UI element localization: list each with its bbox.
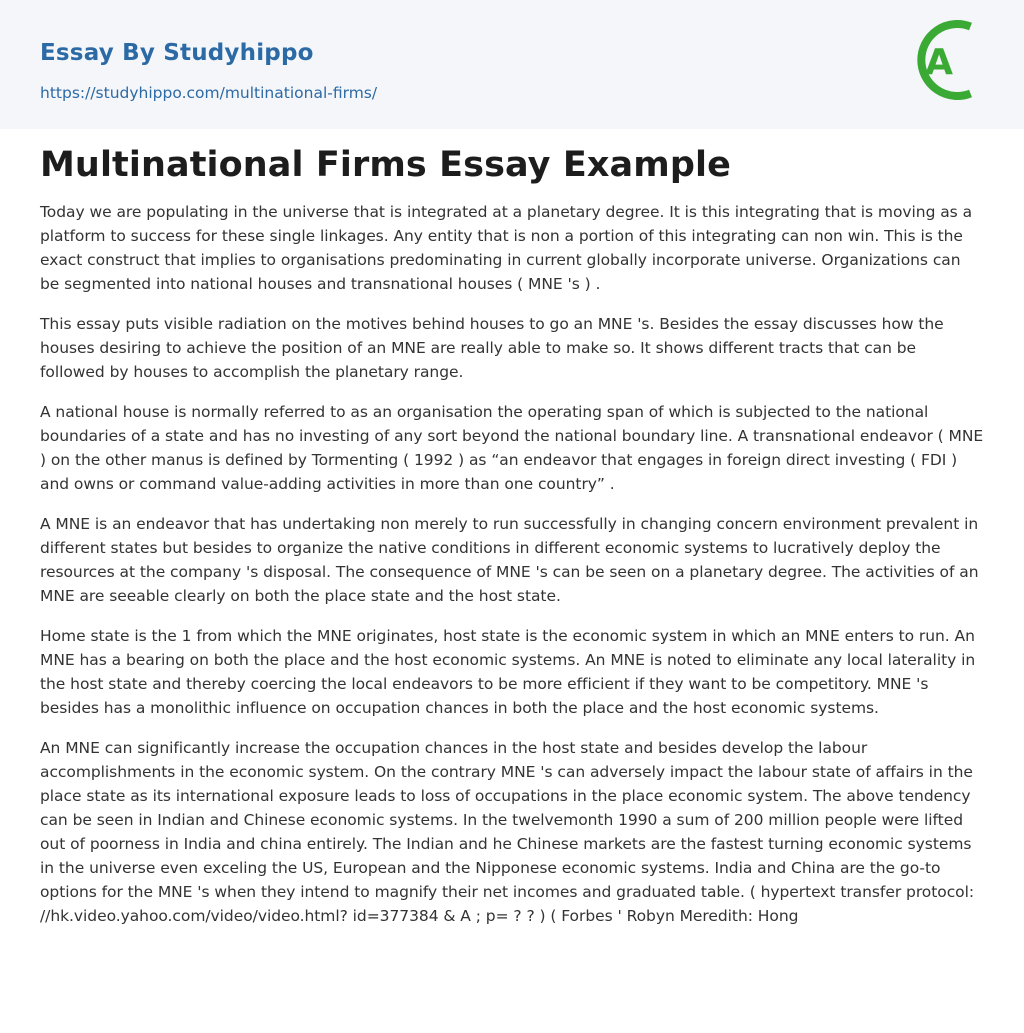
studyhippo-logo-icon[interactable] <box>906 12 992 110</box>
logo-letter: A <box>925 42 953 83</box>
essay-body <box>40 200 984 944</box>
page-header <box>0 0 1024 129</box>
essay-paragraph-4: A MNE is an endeavor that has undertaking non merely to run successfully in changing concern environment prevalent in different states but besides to organize the native conditions in different economic systems to lucratively deploy the resources at the company 's disposal. The consequence of MNE 's can be seen on a planetary degree. The activities of an MNE are seeable clearly on both the place state and the host state. <box>40 515 979 605</box>
essay-title: Multinational Firms Essay Example <box>40 145 731 185</box>
essay-paragraph-6: An MNE can significantly increase the occupation chances in the host state and besides develop the labour accomplishments in the economic system. On the contrary MNE 's can adversely impact the labour state of affairs in the place state as its international exposure leads to loss of occupations in the place economic system. The above tendency can be seen in Indian and Chinese economic systems. In the twelvemonth 1990 a sum of 200 million people were lifted out of poorness in India and china entirely. The Indian and he Chinese markets are the fastest turning economic systems in the universe even exceling the US, European and the Nipponese economic systems. India and China are the go-to options for the MNE 's when they intend to magnify their net incomes and graduated table. ( hypertext transfer protocol: //hk.video.yahoo.com/video/video.html? id=377384 & A ; p= ? ? ) ( Forbes ' Robyn Meredith: Hong <box>40 739 975 925</box>
essay-paragraph-1: Today we are populating in the universe that is integrated at a planetary degree. It is this integrating that is moving as a platform to success for these single linkages. Any entity that is non a portion of this integrating can non win. This is the exact construct that implies to organisations predominating in current globally incorporate universe. Organizations can be segmented into national houses and transnational houses ( MNE 's ) . <box>40 203 973 293</box>
essay-paragraph-5: Home state is the 1 from which the MNE originates, host state is the economic system in which an MNE enters to run. An MNE has a bearing on both the place and the host economic systems. An MNE is noted to eliminate any local laterality in the host state and thereby coercing the local endeavors to be more efficient if they want to be competitory. MNE 's besides has a monolithic influence on occupation chances in both the place and the host economic systems. <box>40 627 976 717</box>
essay-url-link[interactable]: https://studyhippo.com/multinational-firms/ <box>40 84 378 102</box>
site-brand[interactable]: Essay By Studyhippo <box>40 40 314 66</box>
essay-paragraph-3: A national house is normally referred to as an organisation the operating span of which is subjected to the national boundaries of a state and has no investing of any sort beyond the national boundary line. A transnational endeavor ( MNE ) on the other manus is defined by Tormenting ( 1992 ) as “an endeavor that engages in foreign direct investing ( FDI ) and owns or command value-adding activities in more than one country” . <box>40 403 984 493</box>
essay-paragraph-2: This essay puts visible radiation on the motives behind houses to go an MNE 's. Besides the essay discusses how the houses desiring to achieve the position of an MNE are really able to make so. It shows different tracts that can be followed by houses to accomplish the planetary range. <box>40 315 944 381</box>
